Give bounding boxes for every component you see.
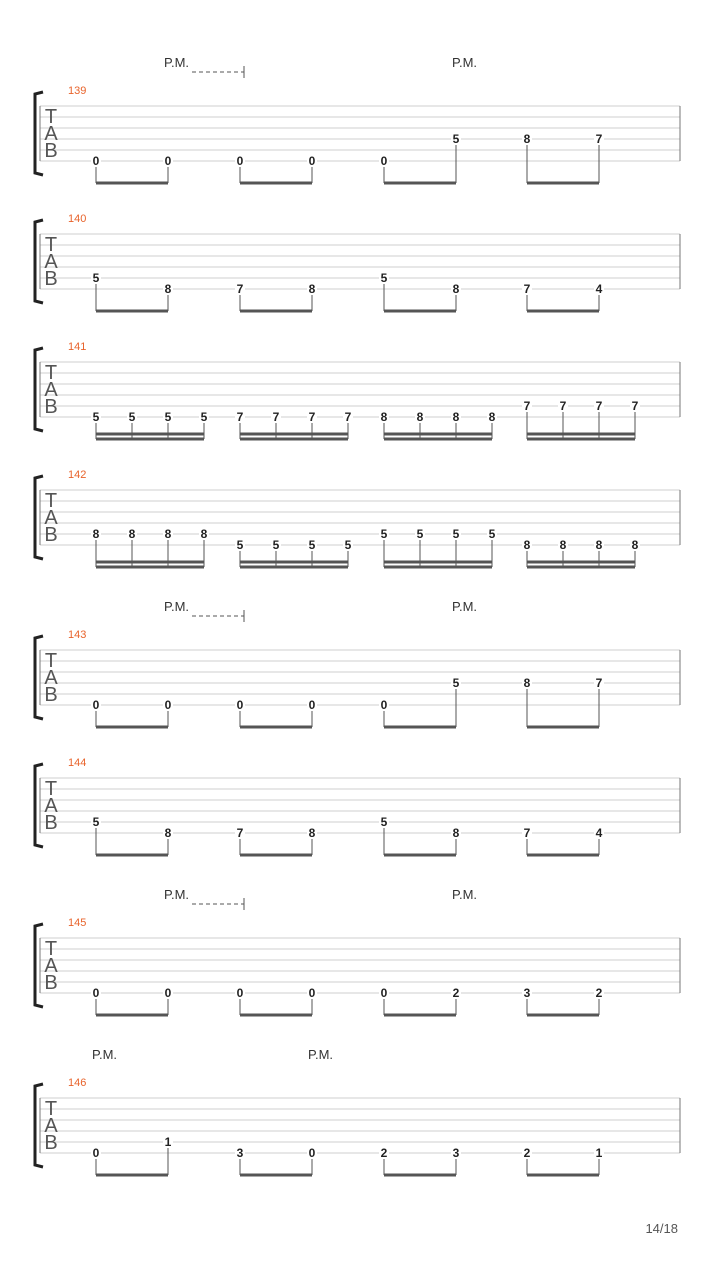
fret-number: 5 [380, 815, 388, 829]
fret-number: 5 [272, 538, 280, 552]
fret-number: 0 [380, 154, 388, 168]
system-bracket [35, 220, 43, 303]
palm-mute-label: P.M. [452, 55, 478, 70]
fret-number: 5 [164, 410, 172, 424]
tab-system-145 [35, 887, 680, 1015]
fret-number: 4 [595, 282, 603, 296]
measure-number: 141 [68, 341, 87, 353]
fret-number: 0 [92, 154, 100, 168]
fret-number: 8 [523, 676, 531, 690]
fret-number: 0 [236, 154, 244, 168]
fret-number: 8 [631, 538, 639, 552]
fret-number: 5 [128, 410, 136, 424]
fret-number: 5 [380, 527, 388, 541]
fret-number: 0 [308, 698, 316, 712]
fret-number: 4 [595, 826, 603, 840]
fret-number: 7 [595, 132, 603, 146]
fret-number: 8 [452, 410, 460, 424]
palm-mute-label: P.M. [452, 599, 478, 614]
system-bracket [35, 476, 43, 559]
fret-number: 2 [523, 1146, 531, 1160]
palm-mute-label: P.M. [164, 55, 190, 70]
fret-number: 7 [523, 282, 531, 296]
fret-number: 0 [164, 154, 172, 168]
fret-number: 0 [92, 698, 100, 712]
fret-number: 5 [452, 527, 460, 541]
palm-mute-label: P.M. [452, 887, 478, 902]
tab-clef-letter: T [44, 650, 58, 672]
tab-clef-letter: A [44, 667, 58, 689]
measure-number: 146 [68, 1077, 87, 1089]
fret-number: 8 [523, 538, 531, 552]
fret-number: 8 [308, 826, 316, 840]
tab-clef-letter: A [44, 1115, 58, 1137]
fret-number: 8 [452, 826, 460, 840]
palm-mute-label: P.M. [164, 599, 190, 614]
fret-number: 8 [559, 538, 567, 552]
tab-clef-letter: B [44, 140, 58, 162]
fret-number: 8 [164, 527, 172, 541]
fret-number: 0 [164, 986, 172, 1000]
fret-number: 8 [308, 282, 316, 296]
tab-system-142 [35, 469, 680, 567]
tab-clef-letter: T [44, 1098, 58, 1120]
tab-system-144 [35, 757, 680, 855]
system-bracket [35, 1084, 43, 1167]
tab-clef-letter: B [44, 396, 58, 418]
fret-number: 3 [523, 986, 531, 1000]
fret-number: 5 [92, 271, 100, 285]
fret-number: 7 [236, 410, 244, 424]
fret-number: 5 [92, 410, 100, 424]
measure-number: 143 [68, 629, 87, 641]
fret-number: 8 [523, 132, 531, 146]
fret-number: 0 [308, 154, 316, 168]
tab-clef-letter: T [44, 106, 58, 128]
tab-clef-letter: B [44, 812, 58, 834]
palm-mute-label: P.M. [92, 1047, 118, 1062]
fret-number: 7 [344, 410, 352, 424]
fret-number: 3 [236, 1146, 244, 1160]
fret-number: 5 [308, 538, 316, 552]
measure-number: 139 [68, 85, 87, 97]
tab-clef-letter: T [44, 234, 58, 256]
tab-clef-letter: A [44, 379, 58, 401]
fret-number: 8 [164, 282, 172, 296]
fret-number: 0 [308, 1146, 316, 1160]
tab-clef-letter: B [44, 684, 58, 706]
tab-clef-letter: B [44, 1132, 58, 1154]
tab-clef-letter: T [44, 490, 58, 512]
fret-number: 5 [416, 527, 424, 541]
tab-clef-letter: A [44, 251, 58, 273]
fret-number: 8 [416, 410, 424, 424]
fret-number: 8 [595, 538, 603, 552]
tab-system-141 [35, 341, 680, 439]
fret-number: 8 [164, 826, 172, 840]
fret-number: 0 [236, 986, 244, 1000]
fret-number: 7 [595, 676, 603, 690]
tab-clef-letter: T [44, 938, 58, 960]
fret-number: 5 [236, 538, 244, 552]
fret-number: 8 [128, 527, 136, 541]
fret-number: 0 [308, 986, 316, 1000]
fret-number: 0 [236, 698, 244, 712]
measure-number: 142 [68, 469, 87, 481]
fret-number: 7 [308, 410, 316, 424]
fret-number: 3 [452, 1146, 460, 1160]
palm-mute-label: P.M. [308, 1047, 334, 1062]
fret-number: 5 [488, 527, 496, 541]
fret-number: 7 [631, 399, 639, 413]
fret-number: 7 [595, 399, 603, 413]
tab-clef-letter: B [44, 268, 58, 290]
fret-number: 7 [236, 826, 244, 840]
tab-system-143 [35, 599, 680, 727]
fret-number: 1 [164, 1135, 172, 1149]
fret-number: 7 [523, 399, 531, 413]
fret-number: 5 [452, 676, 460, 690]
system-bracket [35, 924, 43, 1007]
measure-number: 144 [68, 757, 87, 769]
tab-system-146 [35, 1047, 680, 1175]
fret-number: 5 [452, 132, 460, 146]
measure-number: 145 [68, 917, 87, 929]
fret-number: 8 [200, 527, 208, 541]
fret-number: 5 [380, 271, 388, 285]
fret-number: 5 [344, 538, 352, 552]
system-bracket [35, 92, 43, 175]
fret-number: 2 [595, 986, 603, 1000]
tab-clef-letter: T [44, 362, 58, 384]
fret-number: 2 [380, 1146, 388, 1160]
palm-mute-label: P.M. [164, 887, 190, 902]
page-number: 14/18 [645, 1221, 678, 1236]
measure-number: 140 [68, 213, 87, 225]
fret-number: 0 [380, 986, 388, 1000]
tab-clef-letter: A [44, 955, 58, 977]
fret-number: 0 [164, 698, 172, 712]
tab-clef-letter: B [44, 972, 58, 994]
fret-number: 5 [200, 410, 208, 424]
fret-number: 7 [559, 399, 567, 413]
tab-clef-letter: A [44, 795, 58, 817]
fret-number: 0 [380, 698, 388, 712]
fret-number: 1 [595, 1146, 603, 1160]
fret-number: 8 [380, 410, 388, 424]
tab-system-139 [35, 55, 680, 183]
fret-number: 8 [452, 282, 460, 296]
fret-number: 5 [92, 815, 100, 829]
system-bracket [35, 764, 43, 847]
fret-number: 8 [488, 410, 496, 424]
fret-number: 0 [92, 986, 100, 1000]
fret-number: 8 [92, 527, 100, 541]
system-bracket [35, 348, 43, 431]
tab-clef-letter: A [44, 507, 58, 529]
tab-clef-letter: B [44, 524, 58, 546]
fret-number: 0 [92, 1146, 100, 1160]
tab-clef-letter: A [44, 123, 58, 145]
fret-number: 7 [272, 410, 280, 424]
fret-number: 7 [236, 282, 244, 296]
tab-system-140 [35, 213, 680, 311]
fret-number: 7 [523, 826, 531, 840]
system-bracket [35, 636, 43, 719]
tab-clef-letter: T [44, 778, 58, 800]
fret-number: 2 [452, 986, 460, 1000]
